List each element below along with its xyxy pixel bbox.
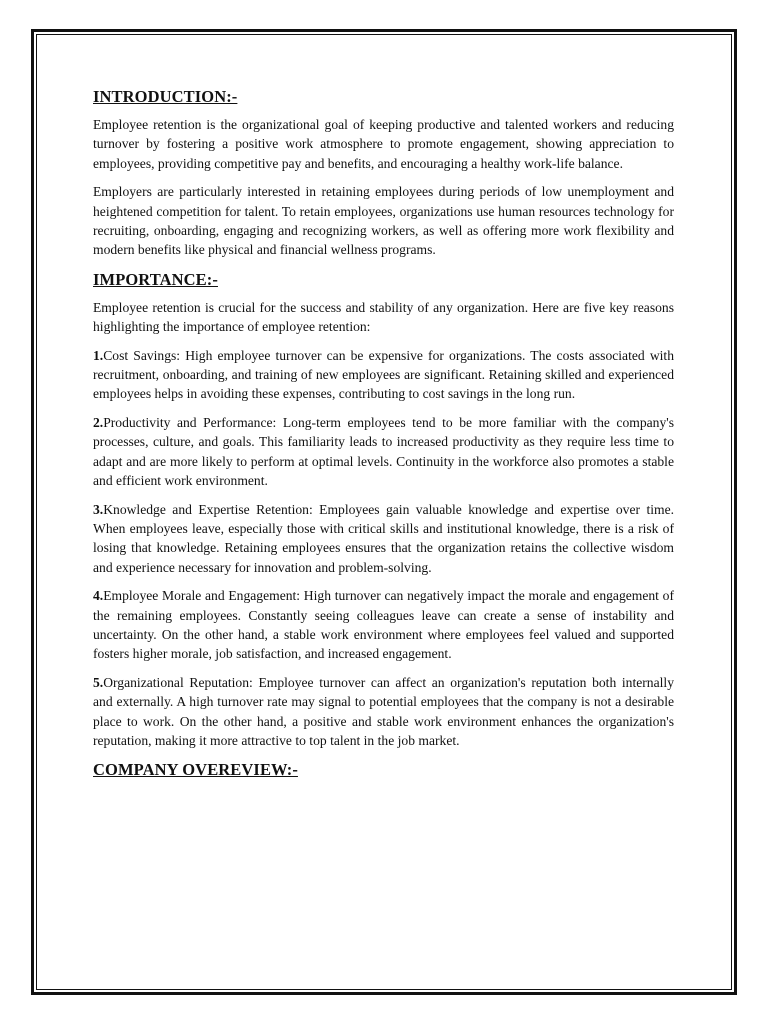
item-text: Organizational Reputation: Employee turnover can affect an organization's reputation both internally and externally. A high turnover rate may signal to potential employees that the company is not a desirable place to work. On the other hand, a positive and stable work environment enhances the organization's reputation, making it more attractive to top talent in the job market.: [93, 674, 674, 748]
introduction-heading: INTRODUCTION:-: [93, 87, 238, 106]
importance-intro: Employee retention is crucial for the success and stability of any organization. Here are five key reasons highlighting the importance of employee retention:: [93, 299, 674, 335]
item-number: 1.: [93, 347, 104, 363]
item-number: 5.: [93, 674, 104, 690]
item-text: Cost Savings: High employee turnover can be expensive for organizations. The costs associated with recruitment, onboarding, and training of new employees are significant. Retaining skilled and experienced employees helps in avoiding these expenses, contributing to cost savings in the long run.: [93, 347, 674, 402]
importance-heading: IMPORTANCE:-: [93, 269, 218, 289]
document-body: [93, 86, 674, 788]
item-number: 3.: [93, 501, 104, 517]
importance-item-4: [93, 586, 674, 664]
company-overview-heading: COMPANY OVEREVIEW:-: [93, 760, 298, 780]
introduction-paragraph-2: Employers are particularly interested in retaining employees during periods of low unemployment and heightened competition for talent. To retain employees, organizations use human resources technology for recruiting, onboarding, engaging and recognizing workers, as well as offering more work flexibility and modern benefits like physical and financial wellness programs.: [93, 184, 674, 258]
importance-item-1: [93, 346, 674, 404]
importance-item-5: [93, 673, 674, 751]
importance-item-2: [93, 413, 674, 491]
importance-item-3: [93, 500, 674, 578]
item-number: 4.: [93, 588, 104, 604]
item-number: 2.: [93, 414, 104, 430]
introduction-paragraph-1: Employee retention is the organizational goal of keeping productive and talented workers and reducing turnover by fostering a positive work atmosphere to promote engagement, showing appreciation to employees, providing competitive pay and benefits, and encouraging a healthy work-life balance.: [93, 117, 674, 171]
item-text: Knowledge and Expertise Retention: Employees gain valuable knowledge and expertise over time. When employees leave, especially those with critical skills and institutional knowledge, there is a risk of losing that knowledge. Retaining employees ensures that the organization retains the collective wisdom and experience necessary for innovation and problem-solving.: [93, 501, 674, 575]
item-text: Productivity and Performance: Long-term employees tend to be more familiar with the company's processes, culture, and goals. This familiarity leads to increased productivity as they require less time to adapt and are more likely to perform at optimal levels. Continuity in the workforce also promotes a stable and efficient work environment.: [93, 414, 674, 489]
item-text: Employee Morale and Engagement: High turnover can negatively impact the morale and engagement of the remaining employees. Constantly seeing colleagues leave can create a sense of instability and uncertainty. On the other hand, a stable work environment where employees feel valued and supported fosters higher morale, job satisfaction, and increased engagement.: [93, 588, 674, 662]
